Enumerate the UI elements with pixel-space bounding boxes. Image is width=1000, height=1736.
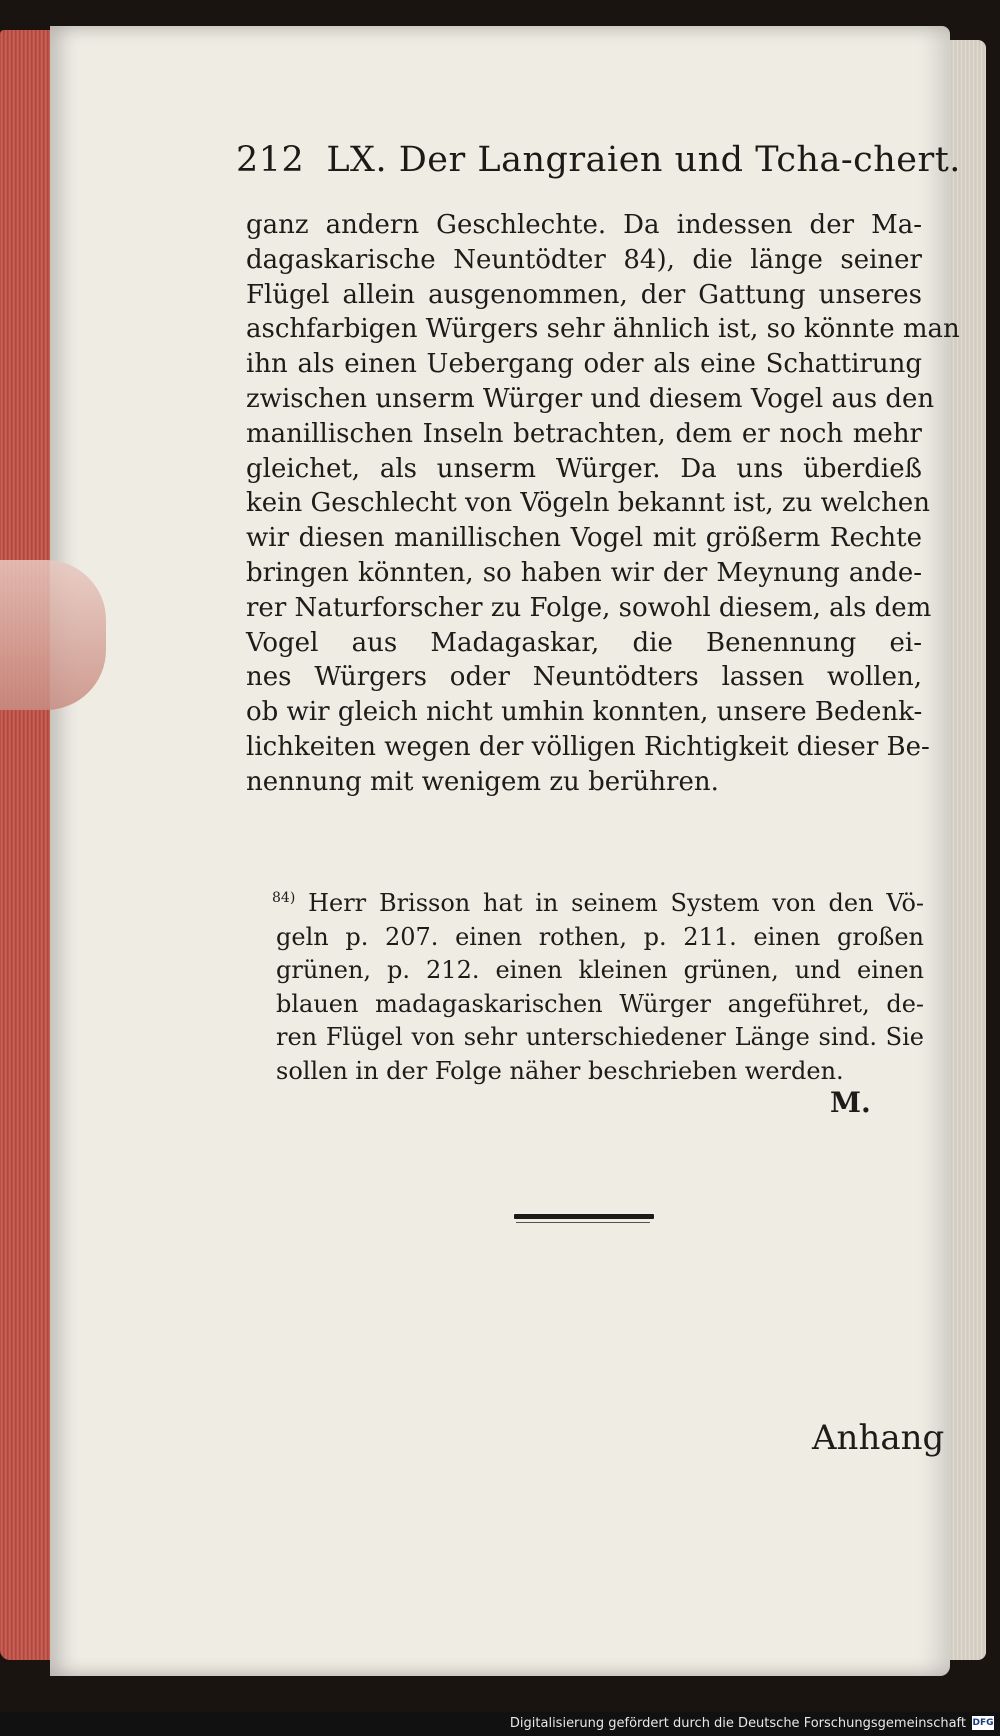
footnote-line: blauen madagaskarischen Würger angeführet, de- xyxy=(276,989,924,1018)
page-number: 212 xyxy=(236,140,305,180)
section-rule xyxy=(514,1214,654,1219)
text-line: ob wir gleich nicht umhin konnten, unsere Bedenk- xyxy=(246,697,923,728)
footnote-line: sollen in der Folge näher beschrieben werden. xyxy=(276,1056,844,1085)
footer-credit: Digitalisierung gefördert durch die Deutsche Forschungsgemeinschaft xyxy=(509,1716,966,1731)
text-line: Flügel allein ausgenommen, der Gattung unseres xyxy=(246,279,922,310)
text-line: ihn als einen Uebergang oder als eine Schattirung xyxy=(246,349,922,380)
text-line: kein Geschlecht von Vögeln bekannt ist, zu welchen xyxy=(246,488,930,519)
text-line: ganz andern Geschlechte. Da indessen der Ma- xyxy=(246,210,922,240)
text-line: lichkeiten wegen der völligen Richtigkeit dieser Be- xyxy=(246,731,930,762)
footer-bar xyxy=(0,1712,1000,1736)
text-line: dagaskarische Neuntödter 84), die länge seiner xyxy=(246,244,922,275)
footnote-marker: 84) xyxy=(272,890,296,906)
text-line: nes Würgers oder Neuntödters lassen wollen, xyxy=(246,662,922,693)
footnote xyxy=(272,882,925,1088)
text-line: bringen könnten, so haben wir der Meynung ande- xyxy=(246,557,922,588)
signature: M. xyxy=(830,1086,871,1119)
text-line: gleichet, als unserm Würger. Da uns überdieß xyxy=(246,453,922,484)
text-line: rer Naturforscher zu Folge, sowohl diesem, als dem xyxy=(246,592,932,623)
footnote-line: geln p. 207. einen rothen, p. 211. einen großen xyxy=(276,922,924,951)
footnote-line: ren Flügel von sehr unterschiedener Länge sind. Sie xyxy=(276,1023,924,1051)
text-line: manillischen Inseln betrachten, dem er noch mehr xyxy=(246,418,922,449)
text-line: nennung mit wenigem zu berühren. xyxy=(246,766,719,797)
chapter-title: LX. Der Langraien und Tcha-chert. xyxy=(326,140,961,180)
text-line: aschfarbigen Würgers sehr ähnlich ist, so könnte man xyxy=(246,314,960,345)
footnote-line: grünen, p. 212. einen kleinen grünen, und einen xyxy=(276,956,924,984)
text-line: zwischen unserm Würger und diesem Vogel aus den xyxy=(246,383,935,414)
dfg-logo-icon: DFG xyxy=(972,1718,994,1728)
text-line: Vogel aus Madagaskar, die Benennung ei- xyxy=(246,627,922,658)
running-head xyxy=(236,140,961,180)
section-rule-thin xyxy=(516,1222,650,1223)
body-paragraph xyxy=(246,208,960,800)
text-line: wir diesen manillischen Vogel mit größerm Rechte xyxy=(246,523,922,554)
catchword: Anhang xyxy=(812,1418,945,1458)
footnote-line-text: Herr Brisson hat in seinem System von den Vö- xyxy=(308,889,925,917)
footnote-line xyxy=(272,882,924,921)
